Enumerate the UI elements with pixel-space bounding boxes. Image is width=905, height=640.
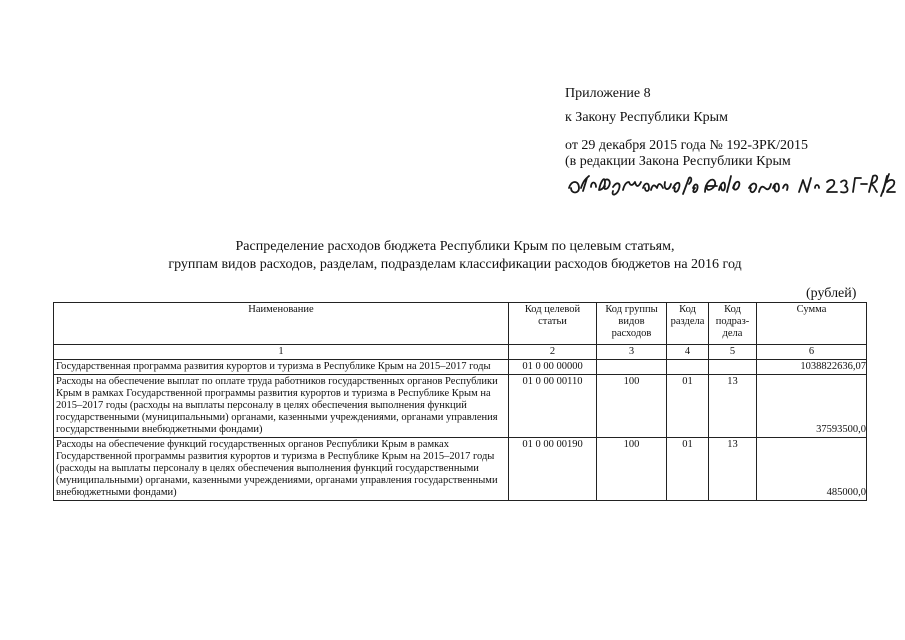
row-subsection-code <box>709 360 757 375</box>
row-name: Расходы на обеспечение выплат по оплате труда работников государственных органов Республики Крым в рамках Государственной программы развития курортов и туризма в Республике Крым на 2015–2017 годы (расходы на выплаты персоналу в целях обеспечения выполнения функций государственными (муниципальными) органами, казенными учреждениями, органами управления государственными внебюджетными фондами) <box>54 375 509 438</box>
document-title-line-1: Распределение расходов бюджета Республики Крым по целевым статьям, <box>235 239 675 254</box>
row-target-code: 01 0 00 00000 <box>509 360 597 375</box>
header-group-code: Код группы видов расходов <box>597 303 667 345</box>
header-sum: Сумма <box>757 303 867 345</box>
handwriting-scribble <box>565 166 901 200</box>
row-subsection-code: 13 <box>709 438 757 501</box>
column-number: 3 <box>597 345 667 360</box>
column-number: 1 <box>54 345 509 360</box>
header-section-code: Код раздела <box>667 303 709 345</box>
row-section-code <box>667 360 709 375</box>
column-number: 5 <box>709 345 757 360</box>
table-row <box>54 360 867 375</box>
row-group-code: 100 <box>597 438 667 501</box>
table-header-row <box>54 303 867 345</box>
document-title-line-2: группам видов расходов, разделам, подразделам классификации расходов бюджетов на 2016 год <box>168 257 742 272</box>
table-row <box>54 438 867 501</box>
edition-note: (в редакции Закона Республики Крым <box>565 154 791 169</box>
row-target-code: 01 0 00 00110 <box>509 375 597 438</box>
row-target-code: 01 0 00 00190 <box>509 438 597 501</box>
row-sum: 37593500,0 <box>757 375 867 438</box>
column-number: 6 <box>757 345 867 360</box>
row-name: Расходы на обеспечение функций государственных органов Республики Крым в рамках Государственной программы развития курортов и туризма в Республике Крым на 2015–2017 годы (расходы на выплаты персоналу в целях обеспечения выполнения функций государственными (муниципальными) органами, казенными учреждениями, органами управления государственными внебюджетными фондами) <box>54 438 509 501</box>
column-number: 4 <box>667 345 709 360</box>
row-group-code <box>597 360 667 375</box>
row-group-code: 100 <box>597 375 667 438</box>
law-date: от 29 декабря 2015 года № 192-ЗРК/2015 <box>565 138 809 153</box>
header-name: Наименование <box>54 303 509 345</box>
row-subsection-code: 13 <box>709 375 757 438</box>
handwritten-edition-date <box>565 166 901 200</box>
column-number-row <box>54 345 867 360</box>
row-section-code: 01 <box>667 375 709 438</box>
appendix-number: Приложение 8 <box>565 86 651 101</box>
currency-unit: (рублей) <box>806 286 857 301</box>
row-section-code: 01 <box>667 438 709 501</box>
budget-table <box>53 302 867 501</box>
table-row <box>54 375 867 438</box>
row-sum: 1038822636,07 <box>757 360 867 375</box>
header-subsection-code: Код подраз-дела <box>709 303 757 345</box>
header-target-code: Код целевой статьи <box>509 303 597 345</box>
row-sum: 485000,0 <box>757 438 867 501</box>
column-number: 2 <box>509 345 597 360</box>
row-name: Государственная программа развития курортов и туризма в Республике Крым на 2015–2017 годы <box>54 360 509 375</box>
law-reference: к Закону Республики Крым <box>565 110 728 125</box>
